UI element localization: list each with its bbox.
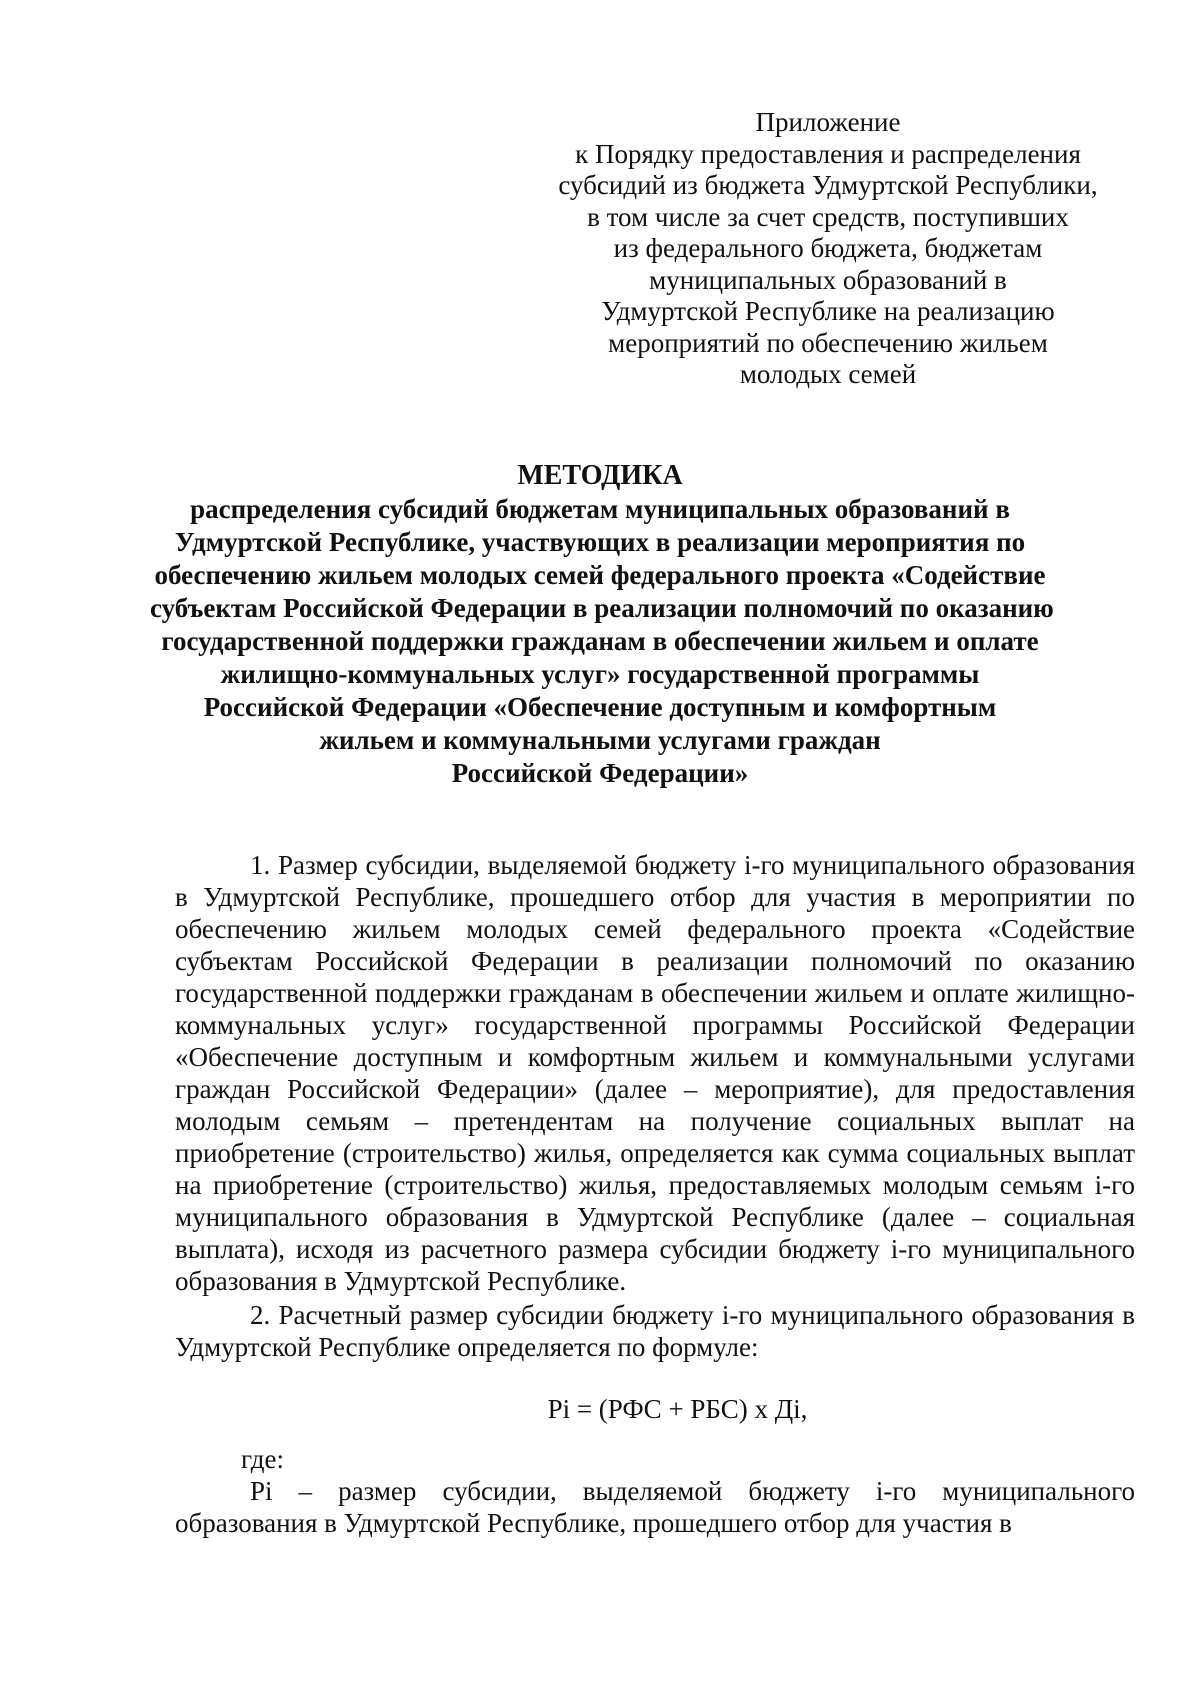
title-line: распределения субсидий бюджетам муниципальных образований в (190, 494, 1010, 524)
appendix-line: субсидий из бюджета Удмуртской Республики, (558, 170, 1098, 200)
document-title (150, 459, 1054, 790)
paragraph-2: 2. Расчетный размер субсидии бюджету i-го муниципального образования в Удмуртской Республике определяется по формуле: (175, 1300, 1135, 1362)
document-body (175, 849, 1135, 1539)
appendix-line: Удмуртской Республике на реализацию (601, 296, 1055, 326)
title-line: Удмуртской Республике, участвующих в реализации мероприятия по (174, 527, 1026, 557)
paragraph-3: Pi – размер субсидии, выделяемой бюджету i-го муниципального образования в Удмуртской Республике, прошедшего отбор для участия в (175, 1476, 1135, 1538)
paragraph-1: 1. Размер субсидии, выделяемой бюджету i-го муниципального образования в Удмуртской Республике, прошедшего отбор для участия в мероприятии по обеспечению жильем молодых семей федерального проекта «Содействие субъектам Российской Федерации в реализации полномочий по оказанию государственной поддержки гражданам в обеспечении жильем и оплате жилищно-коммунальных услуг» государственной программы Российской Федерации «Обеспечение доступным и комфортным жильем и коммунальными услугами граждан Российской Федерации» (далее – мероприятие), для предоставления молодым семьям – претендентам на получение социальных выплат на приобретение (строительство) жилья, определяется как сумма социальных выплат на приобретение (строительство) жилья, предоставляемых молодым семьям i-го муниципального образования в Удмуртской Республике (далее – социальная выплата), исходя из расчетного размера субсидии бюджету i-го муниципального образования в Удмуртской Республике. (175, 850, 1135, 1296)
appendix-header (548, 107, 1108, 391)
appendix-line: мероприятий по обеспечению жильем (608, 327, 1048, 358)
title-line: Российской Федерации «Обеспечение доступным и комфортным (203, 692, 997, 722)
title-line: жилищно-коммунальных услуг» государственной программы (220, 659, 980, 689)
appendix-line: к Порядку предоставления и распределения (575, 138, 1081, 169)
appendix-line: Приложение (755, 107, 901, 137)
title-line: жильем и коммунальными услугами граждан (319, 725, 881, 755)
title-line: субъектам Российской Федерации в реализации полномочий по оказанию (150, 593, 1054, 623)
formula: Pi = (РФС + РБС) х Дi, (547, 1394, 808, 1424)
title-heading: МЕТОДИКА (517, 460, 683, 491)
where-label: где: (241, 1444, 284, 1474)
title-line: обеспечению жильем молодых семей федерального проекта «Содействие (154, 560, 1046, 590)
title-line: государственной поддержки гражданам в обеспечении жильем и оплате (161, 626, 1039, 656)
appendix-line: муниципальных образований в (649, 264, 1007, 295)
appendix-line: молодых семей (739, 359, 917, 389)
title-line: Российской Федерации» (451, 758, 749, 788)
appendix-line: в том числе за счет средств, поступивших (587, 201, 1069, 232)
appendix-line: из федерального бюджета, бюджетам (613, 233, 1043, 263)
